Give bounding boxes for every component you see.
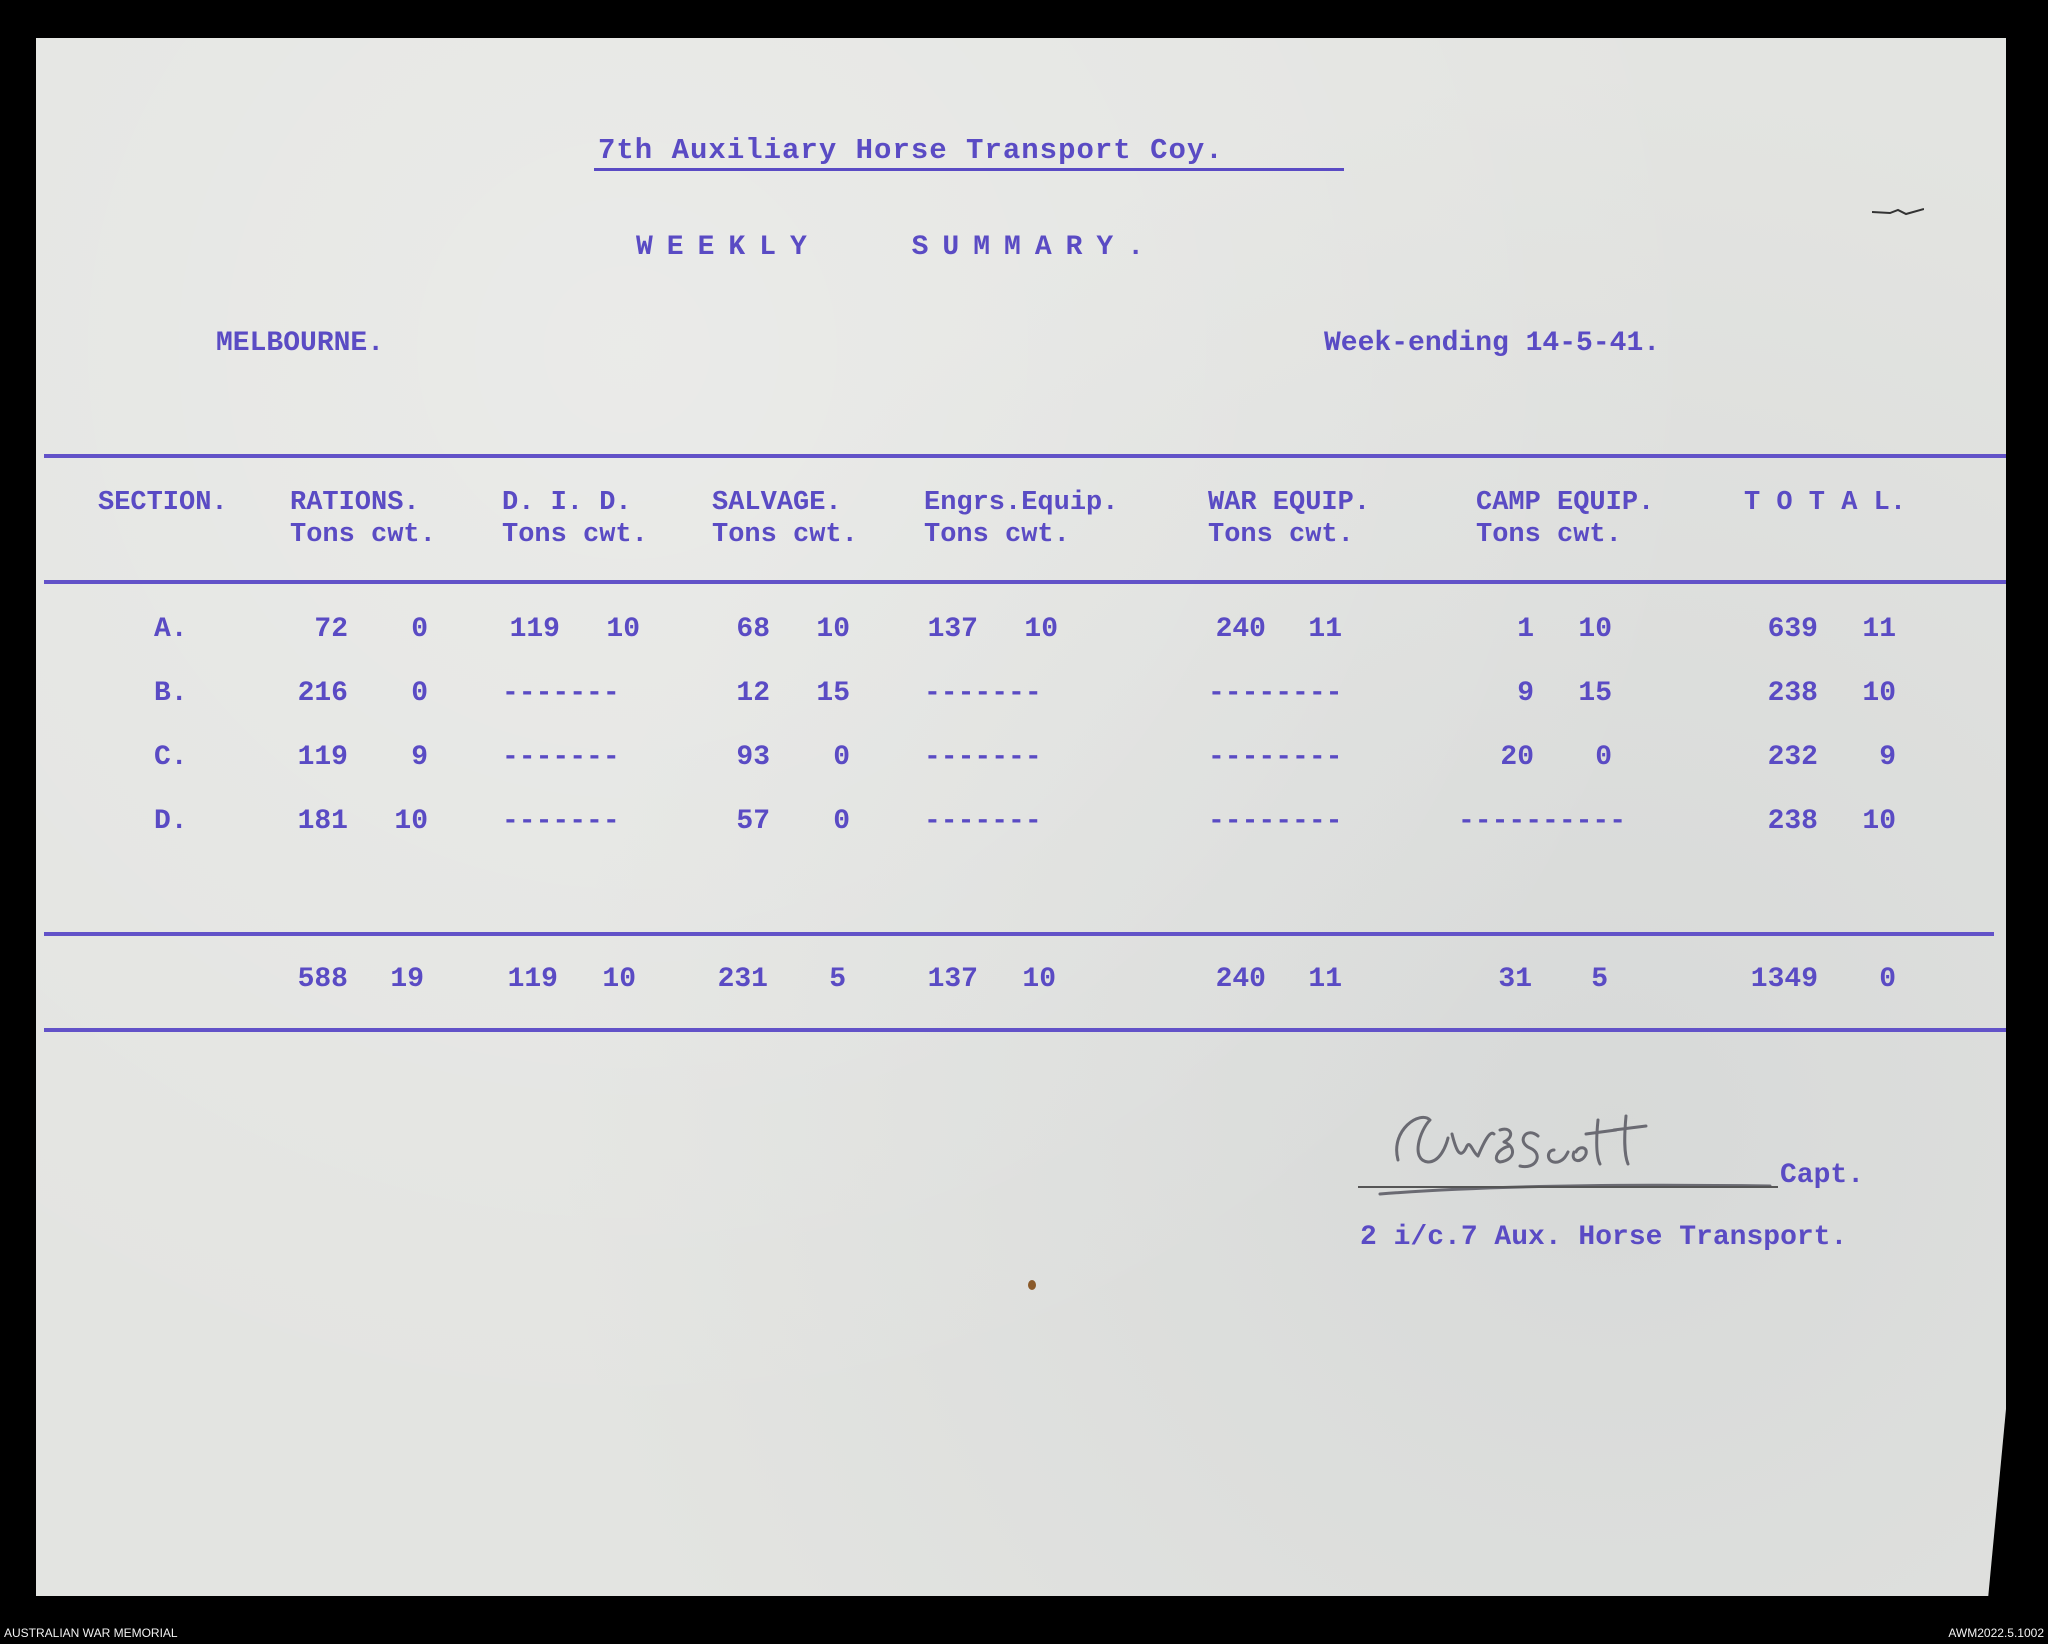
archive-credit: AUSTRALIAN WAR MEMORIAL — [4, 1626, 178, 1640]
header-war-equip: WAR EQUIP. — [1208, 488, 1371, 518]
totals-grand-cwt: 0 — [1879, 964, 1896, 995]
row-d-war-dash: -------- — [1208, 806, 1343, 837]
row-c-camp-cwt: 0 — [1595, 742, 1612, 773]
row-a-camp-tons: 1 — [1517, 614, 1534, 645]
archive-reference: AWM2022.5.1002 — [1948, 1626, 2044, 1640]
row-b-did-dash: ------- — [502, 678, 620, 709]
row-d-rations-tons: 181 — [297, 806, 348, 837]
totals-did-tons: 119 — [507, 964, 558, 995]
totals-camp-tons: 31 — [1498, 964, 1532, 995]
row-b-total-tons: 238 — [1767, 678, 1818, 709]
row-d-salvage-cwt: 0 — [833, 806, 850, 837]
row-c-salvage-cwt: 0 — [833, 742, 850, 773]
row-b-salvage-tons: 12 — [736, 678, 770, 709]
handwritten-signature — [1360, 1090, 1780, 1200]
title-underline — [594, 168, 1344, 171]
header-engrs-units: Tons cwt. — [924, 520, 1070, 550]
header-engrs-equip: Engrs.Equip. — [924, 488, 1119, 518]
week-ending-label: Week-ending 14-5-41. — [1324, 328, 1661, 359]
paper-stain — [1028, 1280, 1036, 1290]
signatory-position: 2 i/c.7 Aux. Horse Transport. — [1360, 1222, 1848, 1253]
row-c-camp-tons: 20 — [1500, 742, 1534, 773]
row-a-war-tons: 240 — [1215, 614, 1266, 645]
header-did: D. I. D. — [502, 488, 632, 518]
totals-rations-cwt: 19 — [390, 964, 424, 995]
signature-rank: Capt. — [1780, 1160, 1865, 1191]
totals-war-cwt: 11 — [1308, 964, 1342, 995]
row-d-camp-dash: ---------- — [1458, 806, 1627, 837]
table-top-rule — [44, 454, 2006, 458]
row-a-section: A. — [154, 614, 188, 645]
paper-mark — [1872, 208, 1924, 216]
row-b-engrs-dash: ------- — [924, 678, 1042, 709]
row-a-engrs-cwt: 10 — [1024, 614, 1058, 645]
header-did-units: Tons cwt. — [502, 520, 648, 550]
row-c-salvage-tons: 93 — [736, 742, 770, 773]
row-a-did-tons: 119 — [509, 614, 560, 645]
row-b-war-dash: -------- — [1208, 678, 1343, 709]
totals-salvage-tons: 231 — [717, 964, 768, 995]
totals-grand-tons: 1349 — [1750, 964, 1818, 995]
header-total: T O T A L. — [1744, 488, 1907, 518]
row-a-salvage-tons: 68 — [736, 614, 770, 645]
row-a-rations-tons: 72 — [314, 614, 348, 645]
row-a-did-cwt: 10 — [606, 614, 640, 645]
row-b-salvage-cwt: 15 — [816, 678, 850, 709]
totals-camp-cwt: 5 — [1591, 964, 1608, 995]
row-c-total-cwt: 9 — [1879, 742, 1896, 773]
row-a-war-cwt: 11 — [1308, 614, 1342, 645]
row-b-rations-cwt: 0 — [411, 678, 428, 709]
header-rations: RATIONS. — [290, 488, 420, 518]
table-bottom-rule — [44, 1028, 2006, 1032]
header-salvage-units: Tons cwt. — [712, 520, 858, 550]
row-b-total-cwt: 10 — [1862, 678, 1896, 709]
document-subtitle: WEEKLY SUMMARY. — [636, 232, 1159, 263]
totals-engrs-cwt: 10 — [1022, 964, 1056, 995]
totals-engrs-tons: 137 — [927, 964, 978, 995]
row-d-total-cwt: 10 — [1862, 806, 1896, 837]
row-d-salvage-tons: 57 — [736, 806, 770, 837]
header-war-units: Tons cwt. — [1208, 520, 1354, 550]
row-d-rations-cwt: 10 — [394, 806, 428, 837]
header-camp-units: Tons cwt. — [1476, 520, 1622, 550]
row-c-war-dash: -------- — [1208, 742, 1343, 773]
header-salvage: SALVAGE. — [712, 488, 842, 518]
row-a-engrs-tons: 137 — [927, 614, 978, 645]
totals-salvage-cwt: 5 — [829, 964, 846, 995]
row-b-section: B. — [154, 678, 188, 709]
row-c-did-dash: ------- — [502, 742, 620, 773]
totals-rations-tons: 588 — [297, 964, 348, 995]
row-d-engrs-dash: ------- — [924, 806, 1042, 837]
row-c-rations-cwt: 9 — [411, 742, 428, 773]
row-c-total-tons: 232 — [1767, 742, 1818, 773]
row-b-camp-tons: 9 — [1517, 678, 1534, 709]
row-c-section: C. — [154, 742, 188, 773]
row-b-camp-cwt: 15 — [1578, 678, 1612, 709]
row-a-camp-cwt: 10 — [1578, 614, 1612, 645]
row-d-total-tons: 238 — [1767, 806, 1818, 837]
signature-line — [1358, 1186, 1778, 1188]
totals-war-tons: 240 — [1215, 964, 1266, 995]
header-rations-units: Tons cwt. — [290, 520, 436, 550]
row-a-total-cwt: 11 — [1862, 614, 1896, 645]
row-d-did-dash: ------- — [502, 806, 620, 837]
row-a-rations-cwt: 0 — [411, 614, 428, 645]
header-camp-equip: CAMP EQUIP. — [1476, 488, 1655, 518]
header-section: SECTION. — [98, 488, 228, 518]
row-a-total-tons: 639 — [1767, 614, 1818, 645]
document-title: 7th Auxiliary Horse Transport Coy. — [598, 134, 1224, 167]
totals-top-rule — [44, 932, 1994, 936]
row-c-engrs-dash: ------- — [924, 742, 1042, 773]
row-c-rations-tons: 119 — [297, 742, 348, 773]
row-a-salvage-cwt: 10 — [816, 614, 850, 645]
row-d-section: D. — [154, 806, 188, 837]
header-bottom-rule — [44, 580, 2006, 584]
totals-did-cwt: 10 — [602, 964, 636, 995]
row-b-rations-tons: 216 — [297, 678, 348, 709]
location-label: MELBOURNE. — [216, 328, 385, 359]
